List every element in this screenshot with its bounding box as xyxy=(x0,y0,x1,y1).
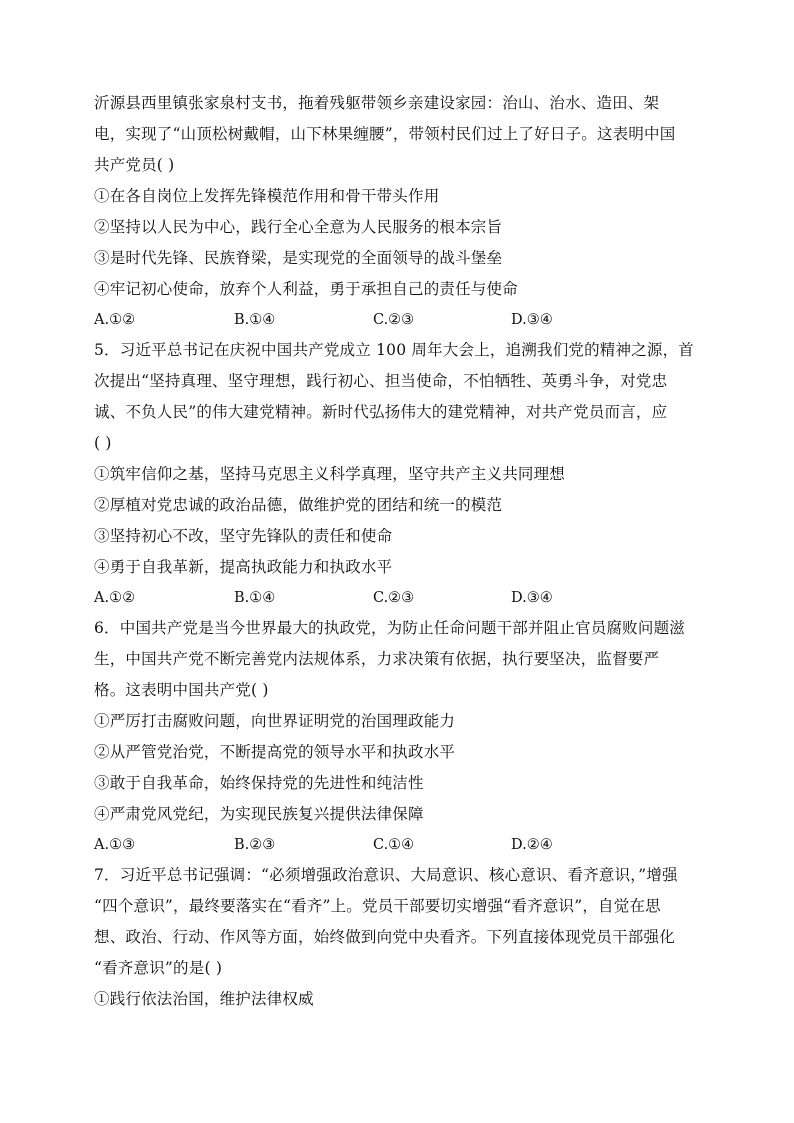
statement-2: ②从严管党治党，不断提高党的领导水平和执政水平 xyxy=(94,743,456,761)
question-5 xyxy=(94,335,706,613)
option-c[interactable]: C.②③ xyxy=(373,312,415,328)
option-b[interactable]: B.②③ xyxy=(234,837,276,853)
question-stem-line: “四个意识”，最终要落实在“看齐”上。党员干部要切实增强“看齐意识”，自觉在思 xyxy=(94,897,661,915)
statement-3: ③敢于自我革命，始终保持党的先进性和纯洁性 xyxy=(94,774,424,792)
option-d[interactable]: D.③④ xyxy=(511,312,553,328)
answer-options xyxy=(94,305,706,335)
option-a[interactable]: A.①② xyxy=(94,590,136,606)
question-stem-line: ( ) xyxy=(94,434,112,452)
question-stem-line: 生，中国共产党不断完善党内法规体系，力求决策有依据，执行要坚决，监督要严 xyxy=(94,650,660,668)
question-stem-line: 想、政治、行动、作风等方面，始终做到向党中央看齐。下列直接体现党员干部强化 xyxy=(94,928,675,946)
option-b[interactable]: B.①④ xyxy=(234,590,276,606)
statement-1: ①践行依法治国，维护法律权威 xyxy=(94,990,314,1008)
option-b[interactable]: B.①④ xyxy=(234,312,276,328)
answer-options xyxy=(94,583,706,613)
question-7 xyxy=(94,860,706,1015)
statement-3: ③是时代先锋、民族脊梁，是实现党的全面领导的战斗堡垒 xyxy=(94,249,503,267)
question-stem-line: 电，实现了“山顶松树戴帽，山下林果缠腰”，带领村民们过上了好日子。这表明中国 xyxy=(94,125,676,143)
question-stem-line: 7．习近平总书记强调：“必须增强政治意识、大局意识、核心意识、看齐意识，”增强 xyxy=(94,866,678,884)
statement-4: ④牢记初心使命，放弃个人利益，勇于承担自己的责任与使命 xyxy=(94,280,518,298)
exam-page xyxy=(94,88,706,1015)
statement-3: ③坚持初心不改，坚守先锋队的责任和使命 xyxy=(94,527,393,545)
question-stem-line: 6．中国共产党是当今世界最大的执政党，为防止任命问题干部并阻止官员腐败问题滋 xyxy=(94,619,685,637)
option-a[interactable]: A.①② xyxy=(94,312,136,328)
option-a[interactable]: A.①③ xyxy=(94,837,136,853)
statement-4: ④严肃党风党纪，为实现民族复兴提供法律保障 xyxy=(94,805,424,823)
question-stem-line: 次提出“坚持真理、坚守理想，践行初心、担当使命，不怕牺牲、英勇斗争，对党忠 xyxy=(94,372,668,390)
question-6 xyxy=(94,613,706,860)
option-c[interactable]: C.①④ xyxy=(373,837,415,853)
statement-1: ①严厉打击腐败问题，向世界证明党的治国理政能力 xyxy=(94,712,456,730)
question-stem-line: 5．习近平总书记在庆祝中国共产党成立 100 周年大会上，追溯我们党的精神之源，首 xyxy=(94,341,695,359)
statement-1: ①筑牢信仰之基，坚持马克思主义科学真理，坚守共产主义共同理想 xyxy=(94,465,566,483)
option-c[interactable]: C.②③ xyxy=(373,590,415,606)
statement-2: ②坚持以人民为中心，践行全心全意为人民服务的根本宗旨 xyxy=(94,218,503,236)
statement-4: ④勇于自我革新，提高执政能力和执政水平 xyxy=(94,558,393,576)
option-d[interactable]: D.②④ xyxy=(511,837,553,853)
option-d[interactable]: D.③④ xyxy=(511,590,553,606)
question-stem-line: 沂源县西里镇张家泉村支书，拖着残躯带领乡亲建设家园：治山、治水、造田、架 xyxy=(94,94,660,112)
question-4 xyxy=(94,88,706,335)
answer-options xyxy=(94,830,706,860)
question-stem-line: 格。这表明中国共产党( ) xyxy=(94,681,269,699)
question-stem-line: 诚、不负人民”的伟大建党精神。新时代弘扬伟大的建党精神，对共产党员而言，应 xyxy=(94,403,668,421)
statement-2: ②厚植对党忠诚的政治品德，做维护党的团结和统一的模范 xyxy=(94,496,503,514)
question-stem-line: “看齐意识”的是( ) xyxy=(94,959,223,977)
statement-1: ①在各自岗位上发挥先锋模范作用和骨干带头作用 xyxy=(94,187,440,205)
question-stem-line: 共产党员( ) xyxy=(94,156,175,174)
